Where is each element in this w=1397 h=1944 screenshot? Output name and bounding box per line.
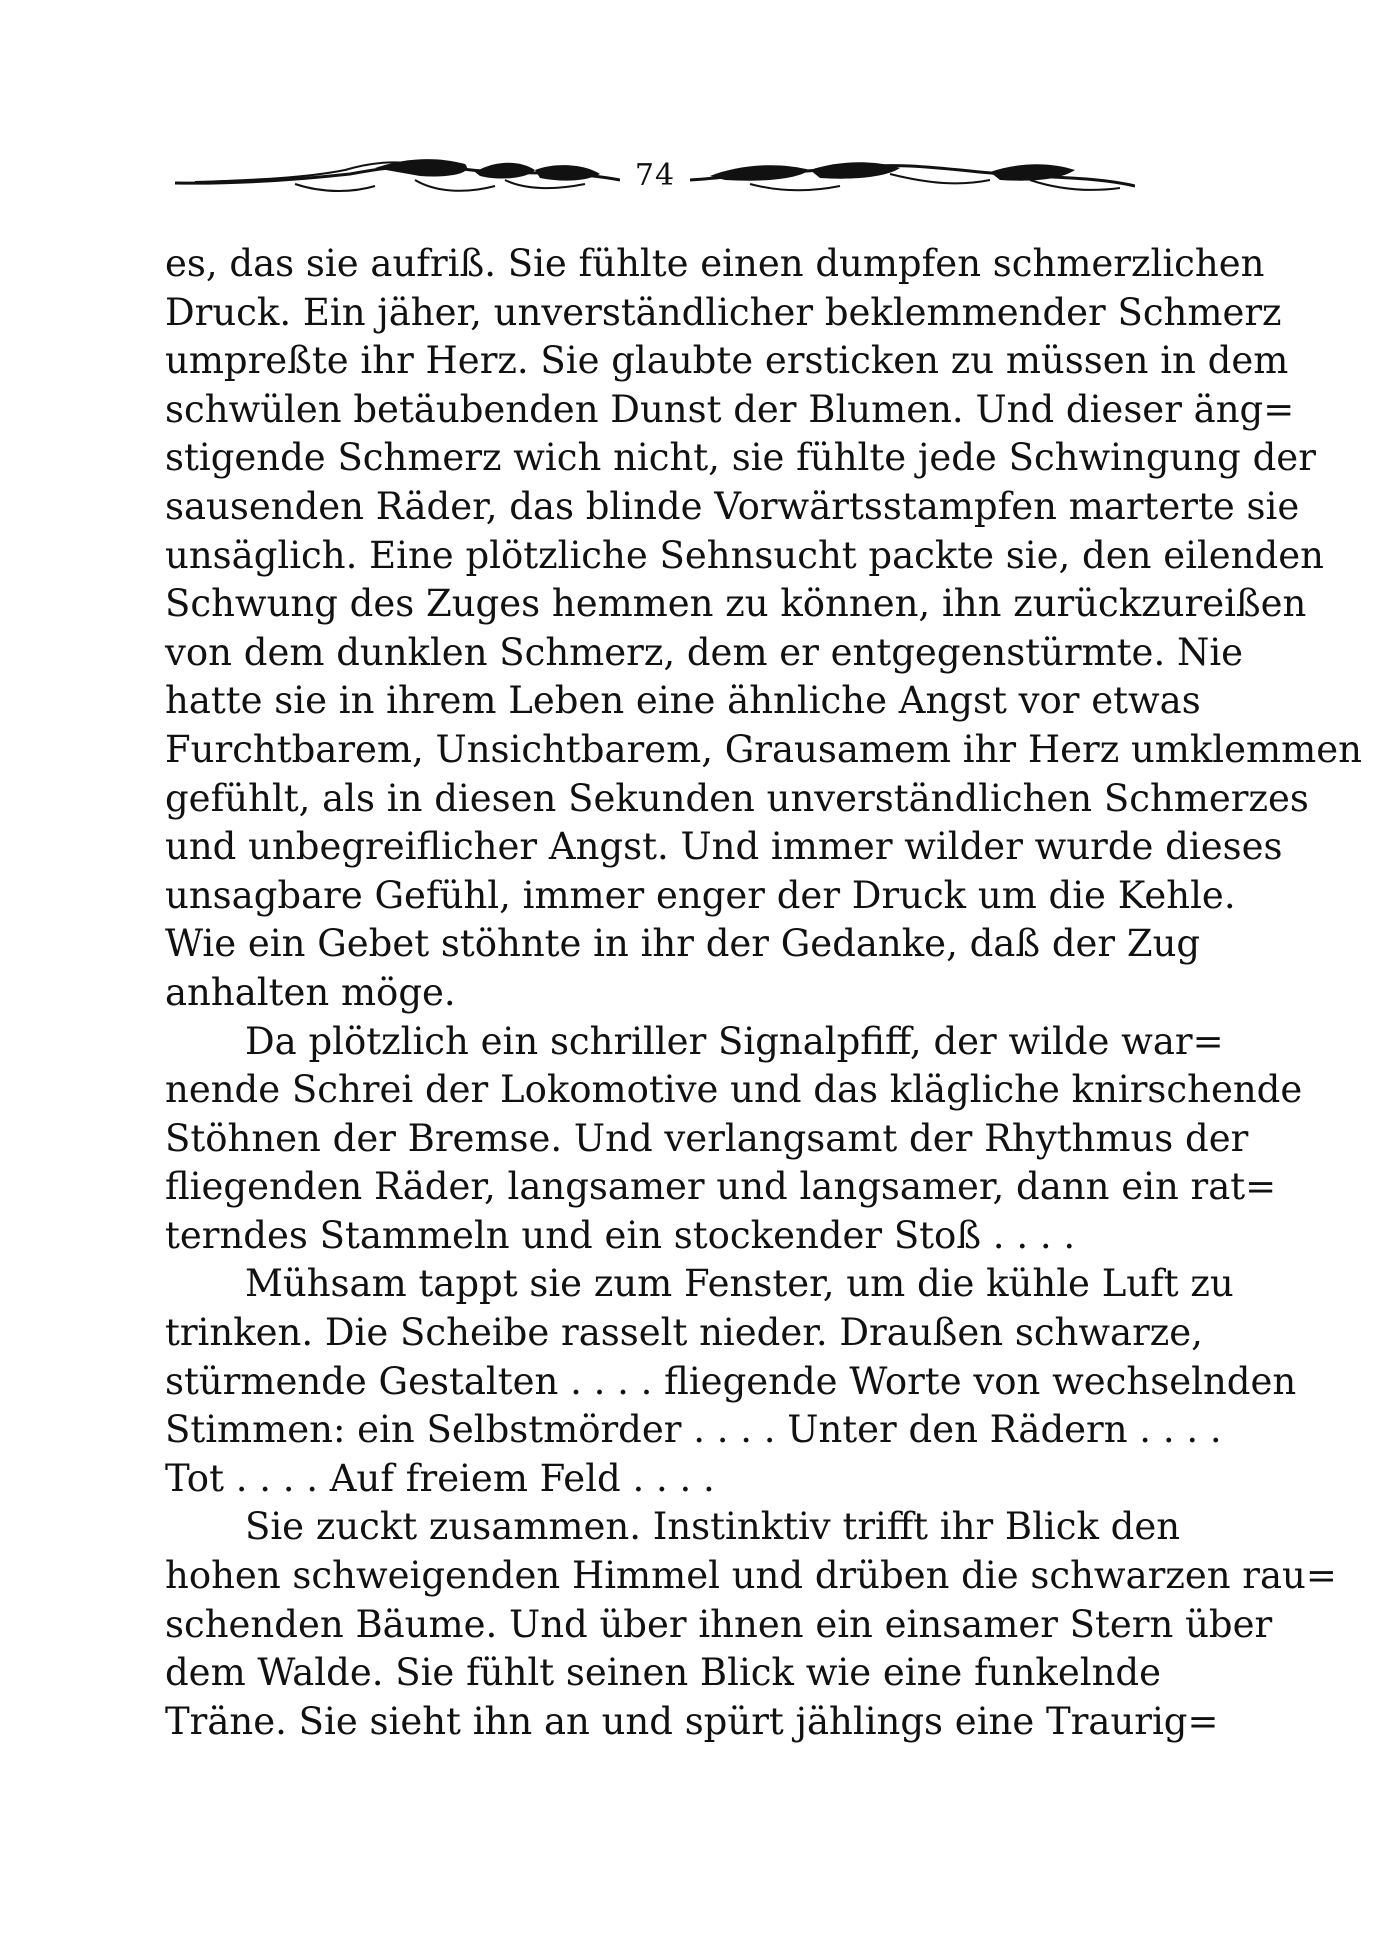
text-line: Stimmen: ein Selbstmörder . . . . Unter den Rädern . . . .	[165, 1408, 1222, 1452]
text-line: dem Walde. Sie fühlt seinen Blick wie eine funkelnde	[165, 1651, 1161, 1695]
text-line: von dem dunklen Schmerz, dem er entgegenstürmte. Nie	[165, 630, 1244, 674]
paragraph	[165, 240, 1362, 1018]
text-line: Tot . . . . Auf freiem Feld . . . .	[165, 1456, 715, 1500]
text-line: es, das sie aufriß. Sie fühlte einen dumpfen schmerzlichen	[165, 242, 1265, 285]
text-line: schenden Bäume. Und über ihnen ein einsamer Stern über	[165, 1602, 1273, 1646]
text-line: Stöhnen der Bremse. Und verlangsamt der Rhythmus der	[165, 1116, 1249, 1160]
text-line: anhalten möge.	[165, 970, 456, 1014]
text-line: unsäglich. Eine plötzliche Sehnsucht packte sie, den eilenden	[165, 533, 1324, 577]
text-line: terndes Stammeln und ein stockender Stoß . . . .	[165, 1213, 1076, 1257]
header-ornament-right	[690, 150, 1135, 210]
text-line: Wie ein Gebet stöhnte in ihr der Gedanke, daß der Zug	[165, 922, 1201, 966]
paragraph	[165, 1018, 1303, 1261]
text-line: hatte sie in ihrem Leben eine ähnliche Angst vor etwas	[165, 679, 1201, 723]
text-line: Mühsam tappt sie zum Fenster, um die kühle Luft zu	[245, 1262, 1234, 1306]
text-line: sausenden Räder, das blinde Vorwärtsstampfen marterte sie	[165, 484, 1300, 528]
text-line: trinken. Die Scheibe rasselt nieder. Draußen schwarze,	[165, 1311, 1203, 1355]
text-line: Schwung des Zuges hemmen zu können, ihn zurückzureißen	[165, 582, 1307, 626]
text-line: unsagbare Gefühl, immer enger der Druck um die Kehle.	[165, 873, 1236, 917]
paragraph	[165, 1260, 1297, 1503]
text-line: umpreßte ihr Herz. Sie glaubte ersticken zu müssen in dem	[165, 339, 1289, 383]
text-line: Furchtbarem, Unsichtbarem, Grausamem ihr Herz umklemmen	[165, 727, 1362, 771]
text-line: stürmende Gestalten . . . . fliegende Worte von wechselnden	[165, 1359, 1297, 1403]
text-line: stigende Schmerz wich nicht, sie fühlte jede Schwingung der	[165, 436, 1316, 480]
text-line: nende Schrei der Lokomotive und das klägliche knirschende	[165, 1068, 1303, 1112]
paragraph	[165, 1503, 1337, 1746]
text-line: Sie zuckt zusammen. Instinktiv trifft ihr Blick den	[245, 1505, 1181, 1549]
text-line: hohen schweigenden Himmel und drüben die schwarzen rau=	[165, 1554, 1337, 1598]
text-line: fliegenden Räder, langsamer und langsamer, dann ein rat=	[165, 1165, 1277, 1209]
text-line: schwülen betäubenden Dunst der Blumen. Und dieser äng=	[165, 387, 1295, 431]
text-line: gefühlt, als in diesen Sekunden unverständlichen Schmerzes	[165, 776, 1309, 820]
body-text	[165, 240, 1362, 1746]
text-line: und unbegreiflicher Angst. Und immer wilder wurde dieses	[165, 825, 1283, 869]
page-number: 74	[634, 158, 676, 193]
text-line: Druck. Ein jäher, unverständlicher beklemmender Schmerz	[165, 290, 1282, 334]
page-header	[175, 150, 1135, 210]
text-line: Da plötzlich ein schriller Signalpfiff, der wilde war=	[245, 1019, 1224, 1063]
text-line: Träne. Sie sieht ihn an und spürt jählings eine Traurig=	[165, 1699, 1219, 1743]
